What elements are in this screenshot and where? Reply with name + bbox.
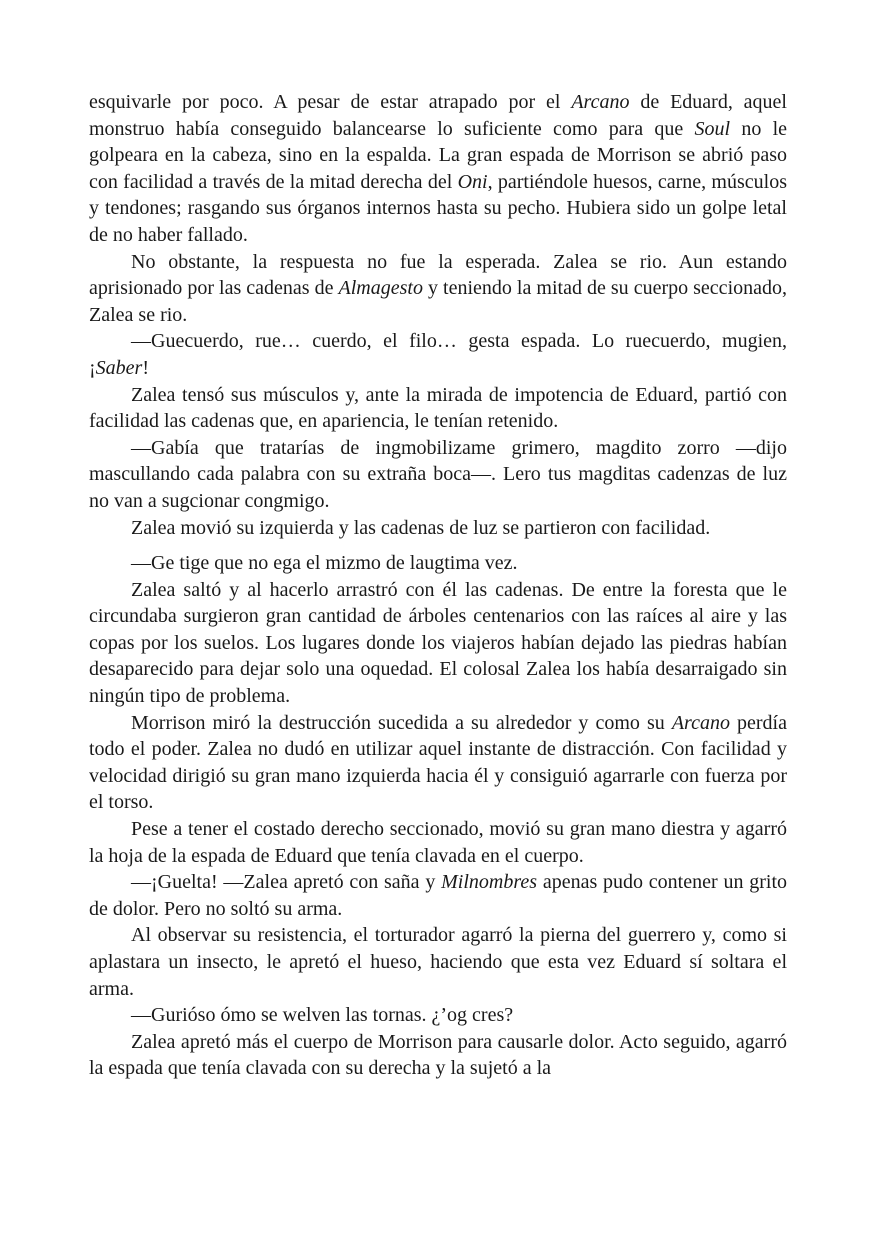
text-segment: ! bbox=[142, 356, 150, 379]
text-segment: Zalea saltó y al hacerlo arrastró con él las cadenas. De entre la foresta que le circundaba surgieron gran cantidad de árboles centenarios con las raíces al aire y las copas por los suelos. Los lugares donde los viajeros habían dejado las piedras habían desaparecido para dejar solo una oquedad. El colosal Zalea los había desarraigado sin ningún tipo de problema. bbox=[89, 578, 787, 708]
text-segment: —Ge tige que no ega el mizmo de laugtima vez. bbox=[131, 552, 518, 575]
text-segment: y teniendo la mitad de su cuerpo seccionado, Zalea se rio. bbox=[89, 277, 787, 326]
text-segment: Morrison miró la destrucción sucedida a su alrededor y como su bbox=[131, 711, 672, 734]
text-segment: de Eduard, aquel monstruo había conseguido balancearse lo suficiente como para que bbox=[89, 91, 787, 140]
paragraph bbox=[89, 922, 787, 1002]
text-segment: Al observar su resistencia, el torturador agarró la pierna del guerrero y, como si aplastara un insecto, le apretó el hueso, haciendo que esta vez Eduard sí soltara el arma. bbox=[89, 924, 787, 1000]
paragraph bbox=[89, 249, 787, 329]
paragraph bbox=[89, 710, 787, 816]
paragraph bbox=[89, 1029, 787, 1082]
italic-text: Arcano bbox=[571, 91, 630, 113]
paragraph bbox=[89, 328, 787, 381]
paragraph bbox=[89, 816, 787, 869]
italic-text: Milnombres bbox=[441, 871, 538, 894]
text-segment: no le golpeara en la cabeza, sino en la espalda. La gran espada de Morrison se abrió paso con facilidad a través de la mitad derecha del bbox=[89, 117, 787, 193]
text-segment: Zalea tensó sus músculos y, ante la mirada de impotencia de Eduard, partió con facilidad las cadenas que, en apariencia, le tenían retenido. bbox=[89, 383, 787, 433]
text-segment: No obstante, la respuesta no fue la esperada. Zalea se rio. Aun estando aprisionado por las cadenas de bbox=[89, 250, 787, 300]
italic-text: Saber bbox=[95, 356, 143, 379]
text-segment: Zalea movió su izquierda y las cadenas de luz se partieron con facilidad. bbox=[131, 516, 711, 539]
paragraph bbox=[89, 869, 787, 922]
paragraph bbox=[89, 435, 787, 515]
paragraph bbox=[89, 1002, 787, 1029]
text-segment: , partiéndole huesos, carne, músculos y tendones; rasgando sus órganos internos hasta su pecho. Hubiera sido un golpe letal de no haber fallado. bbox=[89, 170, 787, 246]
italic-text: Almagesto bbox=[338, 277, 423, 300]
text-segment: Pese a tener el costado derecho seccionado, movió su gran mano diestra y agarró la hoja de la espada de Eduard que tenía clavada en el cuerpo. bbox=[89, 818, 787, 867]
text-segment: perdía todo el poder. Zalea no dudó en utilizar aquel instante de distracción. Con facilidad y velocidad dirigió su gran mano izquierda hacia él y consiguió agarrarle con fuerza por el torso. bbox=[89, 711, 787, 814]
italic-text: Oni bbox=[457, 170, 488, 193]
paragraph bbox=[89, 89, 787, 249]
text-segment: —Gabía que tratarías de ingmobilizame grimero, magdito zorro —dijo mascullando cada palabra con su extraña boca—. Lero tus magditas cadenzas de luz no van a sugcionar congmigo. bbox=[89, 436, 787, 512]
text-segment: —Guriósо ómo se welven las tornas. ¿’og cres? bbox=[131, 1004, 514, 1027]
paragraph bbox=[89, 577, 787, 710]
italic-text: Arcano bbox=[671, 711, 730, 734]
italic-text: Soul bbox=[694, 117, 731, 140]
text-segment: apenas pudo contener un grito de dolor. Pero no soltó su arma. bbox=[89, 871, 787, 920]
paragraph bbox=[89, 515, 787, 542]
paragraph bbox=[89, 382, 787, 435]
text-segment: esquivarle por poco. A pesar de estar atrapado por el bbox=[89, 91, 572, 113]
paragraph bbox=[89, 550, 787, 577]
book-page bbox=[89, 89, 787, 1082]
text-segment: —Guecuerdo, rue… cuerdo, el filo… gesta espada. Lo ruecuerdo, mugien, ¡ bbox=[89, 330, 787, 379]
text-segment: Zalea apretó más el cuerpo de Morrison para causarle dolor. Acto seguido, agarró la espada que tenía clavada con su derecha y la sujetó a la bbox=[89, 1030, 787, 1080]
text-segment: —¡Guelta! —Zalea apretó con saña y bbox=[131, 871, 442, 894]
